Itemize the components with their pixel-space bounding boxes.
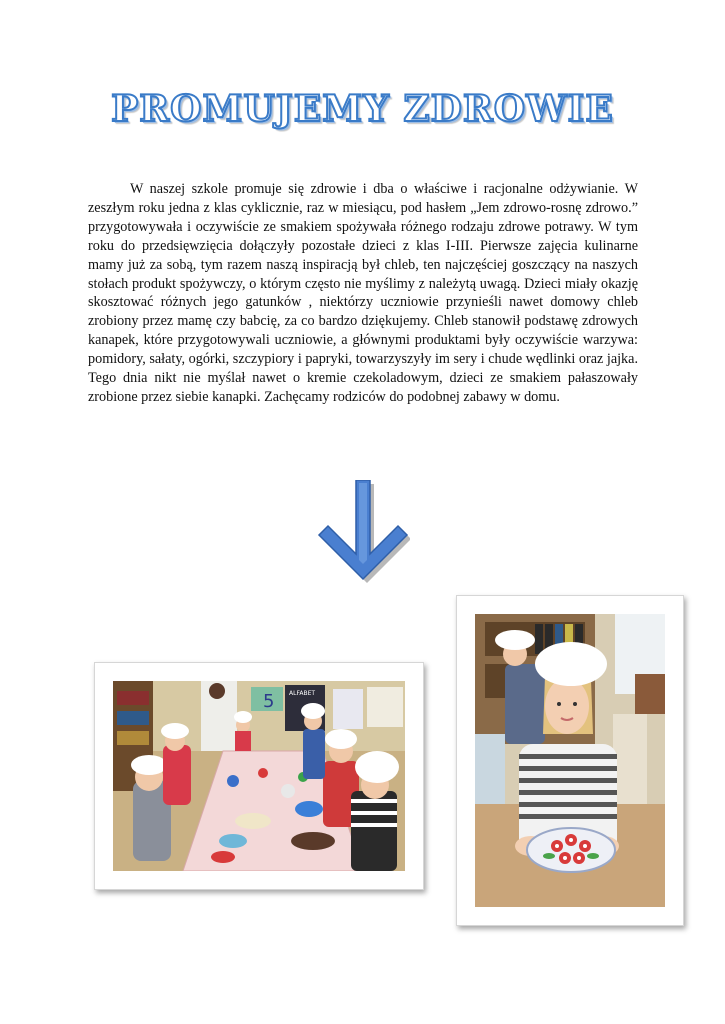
down-arrow-icon	[316, 480, 410, 590]
calendar-number: 5	[263, 691, 275, 712]
alphabet-poster-label: ALFABET	[289, 690, 316, 697]
classroom-cooking-photo	[113, 681, 405, 871]
girl-with-plate-photo	[475, 614, 665, 907]
article-paragraph	[88, 180, 638, 407]
page-title: PROMUJEMY ZDROWIE	[111, 88, 614, 130]
article-text: W naszej szkole promuje się zdrowie i dba o właściwe i racjonalne odżywianie. W zeszłym roku jedna z klas cyklicznie, raz w miesiącu, pod hasłem „Jem zdrowo-rosnę zdrowo.” przygotowywała i oczywiście ze smakiem spożywała różnego rodzaju zdrowe potrawy. W tym roku do przedsięwzięcia dołączyły pozostałe dzieci z klas I-III. Pierwsze zajęcia kulinarne mamy już za sobą, tym razem naszą inspiracją był chleb, ten najczęściej goszczący na naszych stołach produkt spożywczy, o którym często nie myślimy z należytą uwagą. Dzieci miały okazję skosztować różnych jego gatunków , niektórzy uczniowie przynieśli nawet domowy chleb zrobiony przez mamę czy babcię, za co bardzo dziękujemy. Chleb stanowił podstawę zdrowych kanapek, które przygotowywali uczniowie, a głównymi produktami były oczywiście warzywa: pomidory, sałaty, ogórki, szczypiory i papryki, towarzyszyły im sery i chude wędlinki oraz jajka. Tego dnia nikt nie myślał nawet o kremie czekoladowym, dzieci ze smakiem pałaszowały zrobione przez siebie kanapki. Zachęcamy rodziców do podobnej zabawy w domu.	[88, 181, 638, 405]
photo-frame-classroom	[94, 662, 424, 890]
photo-frame-girl	[456, 595, 684, 926]
